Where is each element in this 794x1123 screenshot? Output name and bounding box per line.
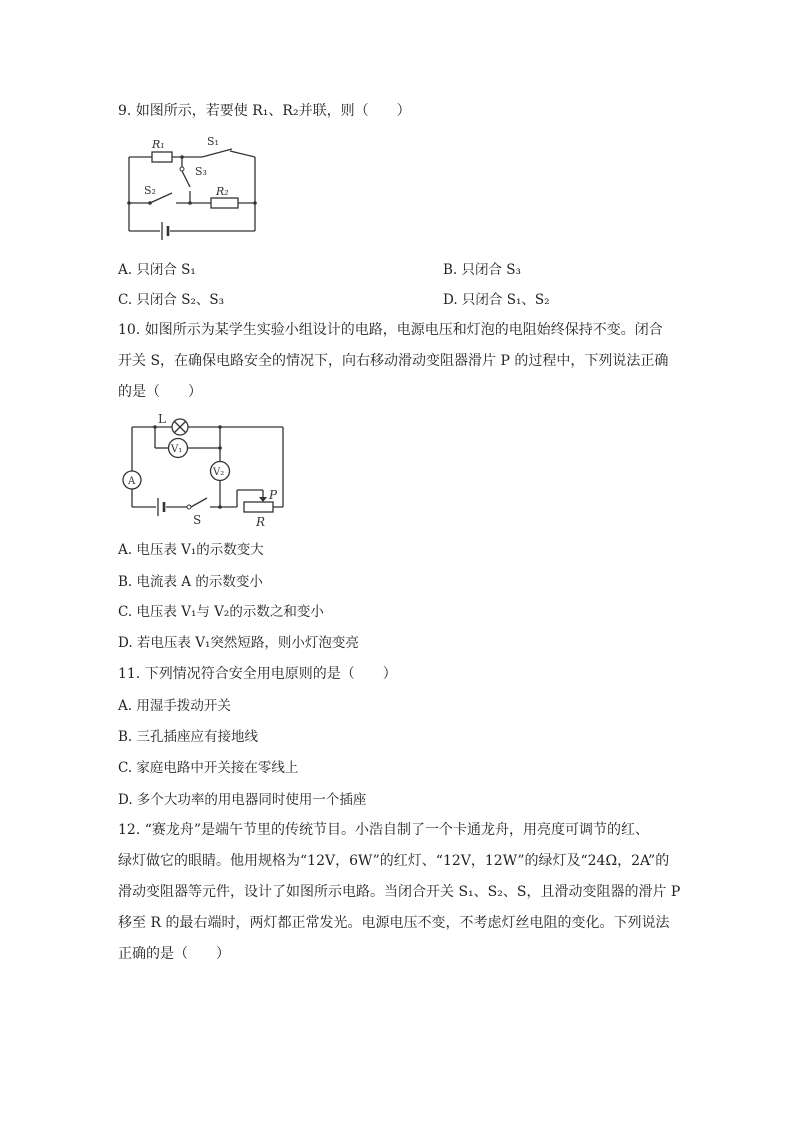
label-s: S — [193, 513, 202, 527]
q10-option-d: D. 若电压表 V₁突然短路，则小灯泡变亮 — [118, 635, 359, 651]
q10-stem-line-3: 的是（ ） — [118, 384, 202, 400]
q9-option-a: A. 只闭合 S₁ — [118, 262, 196, 278]
label-a: A — [128, 476, 136, 487]
label-l: L — [158, 412, 166, 426]
q10-stem-line-2: 开关 S，在确保电路安全的情况下，向右移动滑动变阻器滑片 P 的过程中，下列说法正确 — [118, 353, 669, 369]
q10-option-a: A. 电压表 V₁的示数变大 — [118, 542, 264, 558]
q11-option-a: A. 用湿手拨动开关 — [118, 698, 231, 714]
battery — [158, 498, 164, 516]
q9-circuit-diagram — [122, 135, 262, 240]
q12-stem-line-1: 12. “赛龙舟”是端午节里的传统节目。小浩自制了一个卡通龙舟，用亮度可调节的红、 — [118, 822, 650, 838]
label-s3: S₃ — [195, 165, 207, 178]
battery — [162, 222, 168, 240]
slider-arrow — [259, 497, 267, 502]
label-v2: V₂ — [213, 467, 225, 478]
q10-option-c: C. 电压表 V₁与 V₂的示数之和变小 — [118, 604, 324, 620]
resistor-r1 — [152, 152, 172, 162]
q12-stem-line-3: 滑动变阻器等元件，设计了如图所示电路。当闭合开关 S₁、S₂、S，且滑动变阻器的滑片 P — [118, 884, 681, 900]
label-p: P — [269, 488, 278, 502]
q12-stem-line-5: 正确的是（ ） — [118, 946, 230, 962]
label-s2: S₂ — [144, 184, 156, 197]
q11-stem: 11. 下列情况符合安全用电原则的是（ ） — [118, 666, 397, 682]
q9-option-d: D. 只闭合 S₁、S₂ — [443, 292, 550, 308]
q12-stem-line-2: 绿灯做它的眼睛。他用规格为“12V，6W”的红灯、“12V，12W”的绿灯及“24Ω，2A”的 — [118, 853, 670, 869]
lamp-l — [172, 419, 188, 435]
q11-option-c: C. 家庭电路中开关接在零线上 — [118, 760, 299, 776]
label-r1: R₁ — [152, 138, 165, 151]
label-r2: R₂ — [216, 185, 229, 198]
label-s1: S₁ — [207, 135, 219, 148]
rheostat-r — [244, 502, 273, 512]
q11-option-b: B. 三孔插座应有接地线 — [118, 729, 259, 745]
q11-option-d: D. 多个大功率的用电器同时使用一个插座 — [118, 792, 367, 808]
q9-option-c: C. 只闭合 S₂、S₃ — [118, 292, 225, 308]
q10-option-b: B. 电流表 A 的示数变小 — [118, 574, 263, 590]
label-v1: V₁ — [171, 444, 183, 455]
q10-circuit-diagram — [120, 410, 290, 530]
label-r: R — [256, 515, 266, 529]
q9-option-b: B. 只闭合 S₃ — [443, 262, 521, 278]
q12-stem-line-4: 移至 R 的最右端时，两灯都正常发光。电源电压不变，不考虑灯丝电阻的变化。下列说法 — [118, 915, 670, 931]
resistor-r2 — [211, 198, 238, 208]
q10-stem-line-1: 10. 如图所示为某学生实验小组设计的电路，电源电压和灯泡的电阻始终保持不变。闭合 — [118, 322, 663, 338]
q9-stem: 9. 如图所示，若要使 R₁、R₂并联，则（ ） — [118, 103, 411, 119]
